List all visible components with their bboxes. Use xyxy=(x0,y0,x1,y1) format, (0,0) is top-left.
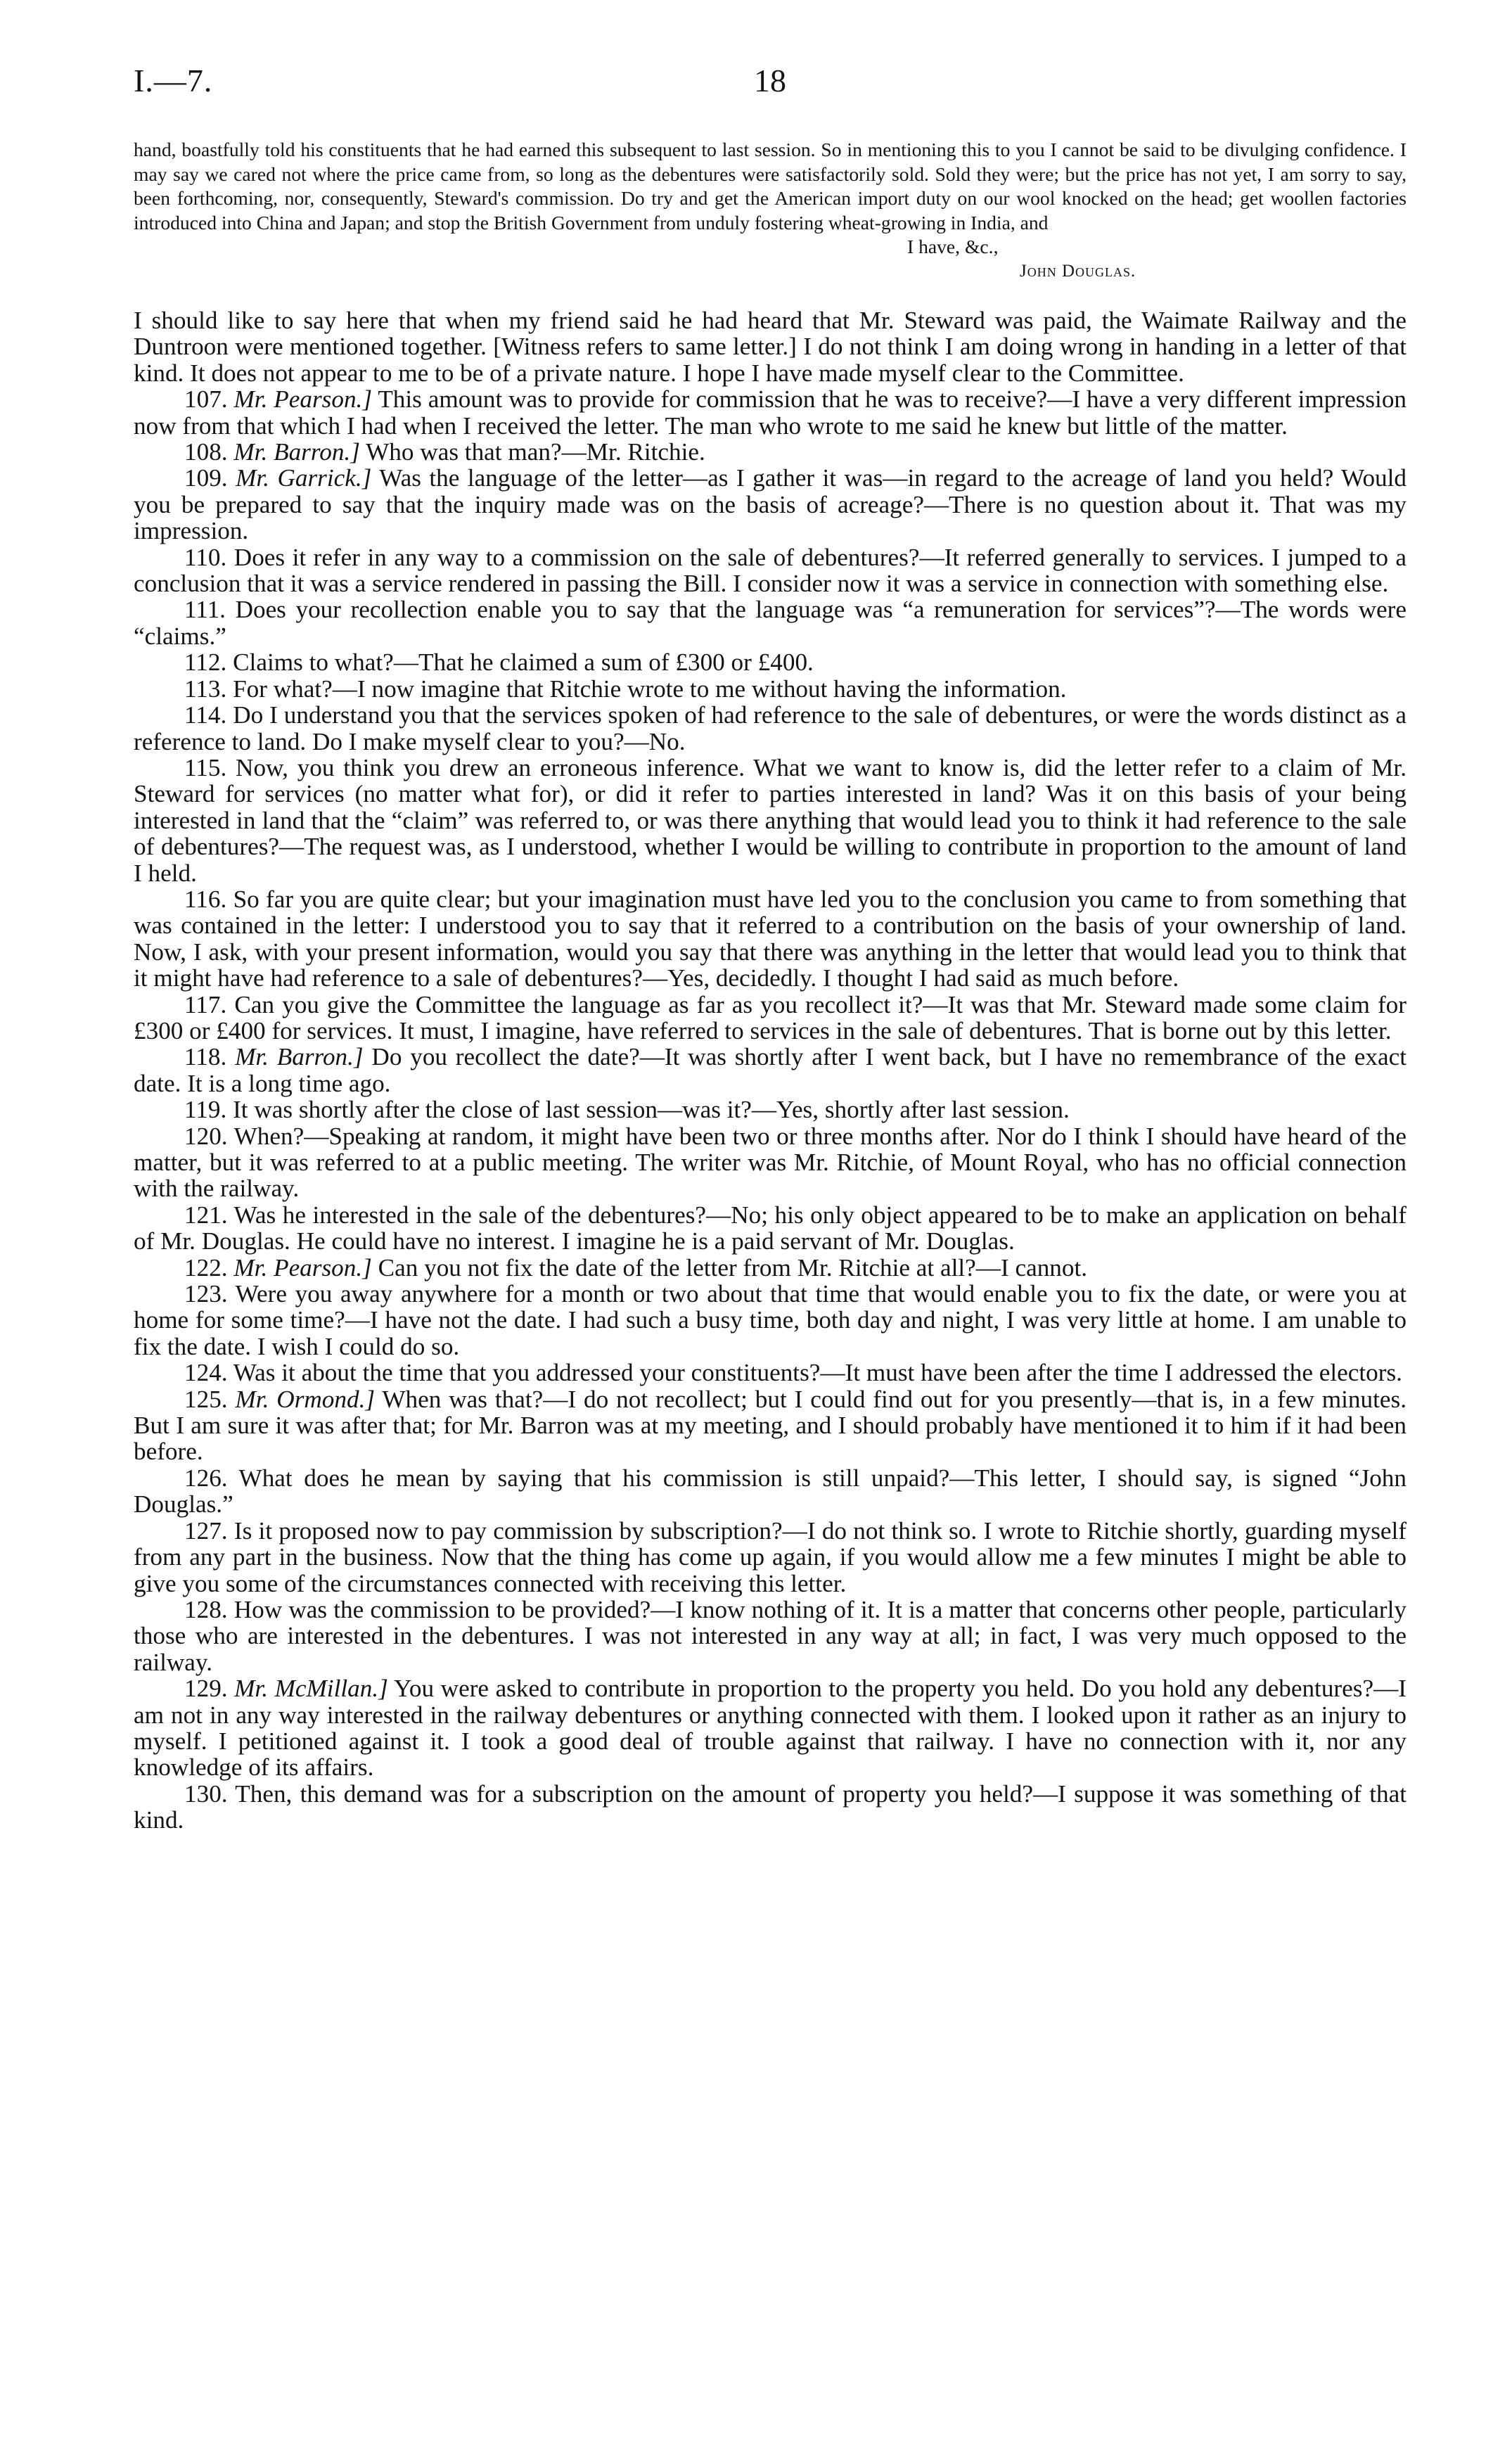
question-number: 126. xyxy=(184,1464,228,1492)
question-paragraph xyxy=(134,1097,1407,1123)
question-paragraph xyxy=(134,755,1407,886)
question-paragraph xyxy=(134,596,1407,649)
question-paragraph xyxy=(134,1255,1407,1281)
question-number: 121. xyxy=(184,1201,228,1229)
question-number: 127. xyxy=(184,1516,228,1545)
question-paragraph xyxy=(134,386,1407,439)
speaker-name: Mr. Barron.] xyxy=(235,1043,364,1071)
speaker-name: Mr. Pearson.] xyxy=(233,1253,372,1281)
paragraph-text: Who was that man?—Mr. Ritchie. xyxy=(366,438,705,466)
paragraph-text: Does your recollection enable you to say that the language was “a remuneration for services”?—The words were “claims.” xyxy=(134,596,1407,650)
paragraph-text: Was he interested in the sale of the debentures?—No; his only object appeared to be to make an application on behalf of Mr. Douglas. He could have no interest. I imagine he is a paid servant of Mr. Douglas. xyxy=(134,1201,1407,1255)
question-number: 115. xyxy=(184,753,227,781)
question-paragraph xyxy=(134,676,1407,702)
question-number: 120. xyxy=(184,1122,228,1150)
question-number: 118. xyxy=(184,1043,227,1071)
question-paragraph xyxy=(134,307,1407,386)
question-number: 112. xyxy=(184,648,227,677)
question-paragraph xyxy=(134,544,1407,597)
paragraph-text: Do you recollect the date?—It was shortly after I went back, but I have no remembrance of the exact date. It is a long time ago. xyxy=(134,1043,1407,1097)
question-paragraph xyxy=(134,1518,1407,1597)
minutes-of-evidence xyxy=(134,307,1407,1834)
paragraph-text: Is it proposed now to pay commission by subscription?—I do not think so. I wrote to Ritchie shortly, guarding myself from any part in the business. Now that the thing has come up again, if you would allow me a few minutes I might be able to give you some of the circumstances connected with receiving this letter. xyxy=(134,1516,1407,1597)
paragraph-text: When was that?—I do not recollect; but I could find out for you presently—that is, in a few minutes. But I am sure it was after that; for Mr. Barron was at my meeting, and I should probably have mentioned it to him if it had been before. xyxy=(134,1385,1407,1466)
paragraph-text: Was it about the time that you addressed your constituents?—It must have been after the time I addressed the electors. xyxy=(233,1359,1402,1387)
question-paragraph xyxy=(134,1123,1407,1202)
paragraph-text: Now, you think you drew an erroneous inference. What we want to know is, did the letter refer to a claim of Mr. Steward for services (no matter what for), or did it refer to parties interested in land? Was it on this basis of your being interested in land that the “claim” was referred to, or was there anything that would lead you to think it had reference to the sale of debentures?—The request was, as I understood, whether I would be willing to contribute in proportion to the amount of land I held. xyxy=(134,753,1407,887)
question-number: 128. xyxy=(184,1595,228,1623)
question-paragraph xyxy=(134,1360,1407,1386)
question-number: 108. xyxy=(184,438,228,466)
paragraph-text: How was the commission to be provided?—I know nothing of it. It is a matter that concerns other people, particularly those who are interested in the debentures. I was not interested in any way at all; in fact, I was very much opposed to the railway. xyxy=(134,1595,1407,1676)
question-paragraph xyxy=(134,1781,1407,1834)
question-paragraph xyxy=(134,1465,1407,1518)
question-paragraph xyxy=(134,1386,1407,1465)
question-number: 113. xyxy=(184,675,227,703)
page-number: 18 xyxy=(754,63,786,98)
paragraph-text: For what?—I now imagine that Ritchie wrote to me without having the information. xyxy=(233,675,1067,703)
question-number: 119. xyxy=(184,1096,227,1124)
question-paragraph xyxy=(134,992,1407,1044)
question-paragraph xyxy=(134,1044,1407,1097)
question-paragraph xyxy=(134,1281,1407,1360)
question-number: 124. xyxy=(184,1359,228,1387)
paragraph-text: Were you away anywhere for a month or two about that time that would enable you to fix the date, or were you at home for some time?—I have not the date. I had such a busy time, both day and night, I was very little at home. I am unable to fix the date. I wish I could do so. xyxy=(134,1280,1407,1360)
letter-closing: I have, &c., xyxy=(907,236,999,257)
paragraph-text: When?—Speaking at random, it might have been two or three months after. Nor do I think I should have heard of the matter, but it was referred to at a public meeting. The writer was Mr. Ritchie, of Mount Royal, who has no official connection with the railway. xyxy=(134,1122,1407,1203)
question-number: 125. xyxy=(184,1385,228,1413)
paragraph-text: What does he mean by saying that his commission is still unpaid?—This letter, I should say, is signed “John Douglas.” xyxy=(134,1464,1407,1519)
paragraph-text: Do I understand you that the services spoken of had reference to the sale of debentures, or were the words distinct as a reference to land. Do I make myself clear to you?—No. xyxy=(134,701,1407,755)
question-paragraph xyxy=(134,702,1407,755)
document-reference: I.—7. xyxy=(134,63,213,98)
paragraph-text: Can you give the Committee the language as far as you recollect it?—It was that Mr. Steward made some claim for £300 or £400 for services. It must, I imagine, have referred to services in the sale of debentures. That is borne out by this letter. xyxy=(134,990,1407,1044)
question-paragraph xyxy=(134,1675,1407,1781)
paragraph-text: This amount was to provide for commission that he was to receive?—I have a very different impression now from that which I had when I received the letter. The man who wrote to me said he knew but little of the matter. xyxy=(134,385,1407,440)
page-header xyxy=(134,62,1407,111)
paragraph-text: Was the language of the letter—as I gather it was—in regard to the acreage of land you held? Would you be prepared to say that the inquiry made was on the basis of acreage?—There is no question about it. That was my impression. xyxy=(134,464,1407,545)
paragraph-text: Then, this demand was for a subscription on the amount of property you held?—I suppose it was something of that kind. xyxy=(134,1779,1407,1834)
speaker-name: Mr. Garrick.] xyxy=(236,464,372,492)
letter-excerpt xyxy=(134,138,1407,283)
paragraph-text: You were asked to contribute in proportion to the property you held. Do you hold any debentures?—I am not in any way interested in the railway debentures or anything connected with them. I looked upon it rather as an injury to myself. I petitioned against it. I took a good deal of trouble against that railway. I have no connection with it, nor any knowledge of its affairs. xyxy=(134,1675,1407,1782)
question-paragraph xyxy=(134,649,1407,675)
speaker-name: Mr. Pearson.] xyxy=(233,385,373,414)
question-number: 122. xyxy=(184,1253,228,1281)
paragraph-text: So far you are quite clear; but your imagination must have led you to the conclusion you came to from something that was contained in the letter: I understood you to say that it referred to a contribution on the basis of your ownership of land. Now, I ask, with your present information, would you say that there was anything in the letter that would lead you to think that it might have had reference to a sale of debentures?—Yes, decidedly. I thought I had said as much before. xyxy=(134,885,1407,992)
speaker-name: Mr. Ormond.] xyxy=(235,1385,376,1413)
speaker-name: Mr. McMillan.] xyxy=(234,1675,388,1703)
speaker-name: Mr. Barron.] xyxy=(233,438,360,466)
question-paragraph xyxy=(134,1202,1407,1255)
question-number: 109. xyxy=(184,464,228,492)
paragraph-text: Can you not fix the date of the letter from Mr. Ritchie at all?—I cannot. xyxy=(378,1253,1088,1281)
question-number: 110. xyxy=(184,543,227,571)
paragraph-text: Claims to what?—That he claimed a sum of £300 or £400. xyxy=(233,648,814,677)
question-number: 123. xyxy=(184,1280,228,1308)
question-number: 107. xyxy=(184,385,228,414)
letter-signature: John Douglas. xyxy=(1020,261,1136,281)
question-number: 111. xyxy=(184,596,226,624)
question-paragraph xyxy=(134,439,1407,465)
paragraph-text: I should like to say here that when my friend said he had heard that Mr. Steward was paid, the Waimate Railway and the Duntroon were mentioned together. [Witness refers to same letter.] I do not think I am doing wrong in handing in a letter of that kind. It does not appear to me to be of a private nature. I hope I have made myself clear to the Committee. xyxy=(134,307,1407,387)
question-number: 117. xyxy=(184,990,227,1018)
question-number: 116. xyxy=(184,885,227,913)
question-number: 129. xyxy=(184,1675,228,1703)
paragraph-text: It was shortly after the close of last session—was it?—Yes, shortly after last session. xyxy=(233,1096,1070,1124)
question-paragraph xyxy=(134,1597,1407,1675)
paragraph-text: Does it refer in any way to a commission on the sale of debentures?—It referred generally to services. I jumped to a conclusion that it was a service rendered in passing the Bill. I consider now it was a service in connection with something else. xyxy=(134,543,1407,598)
question-paragraph xyxy=(134,465,1407,544)
question-paragraph xyxy=(134,886,1407,992)
question-number: 130. xyxy=(184,1779,228,1808)
question-number: 114. xyxy=(184,701,227,729)
letter-paragraph: hand, boastfully told his constituents that he had earned this subsequent to last session. So in mentioning this to you I cannot be said to be divulging confidence. I may say we cared not where the price came from, so long as the debentures were satisfactorily sold. Sold they were; but the price has not yet, I am sorry to say, been forthcoming, nor, consequently, Steward's commission. Do try and get the American import duty on our wool knocked on the head; get woollen factories introduced into China and Japan; and stop the British Government from unduly fostering wheat-growing in India, and xyxy=(134,139,1407,234)
